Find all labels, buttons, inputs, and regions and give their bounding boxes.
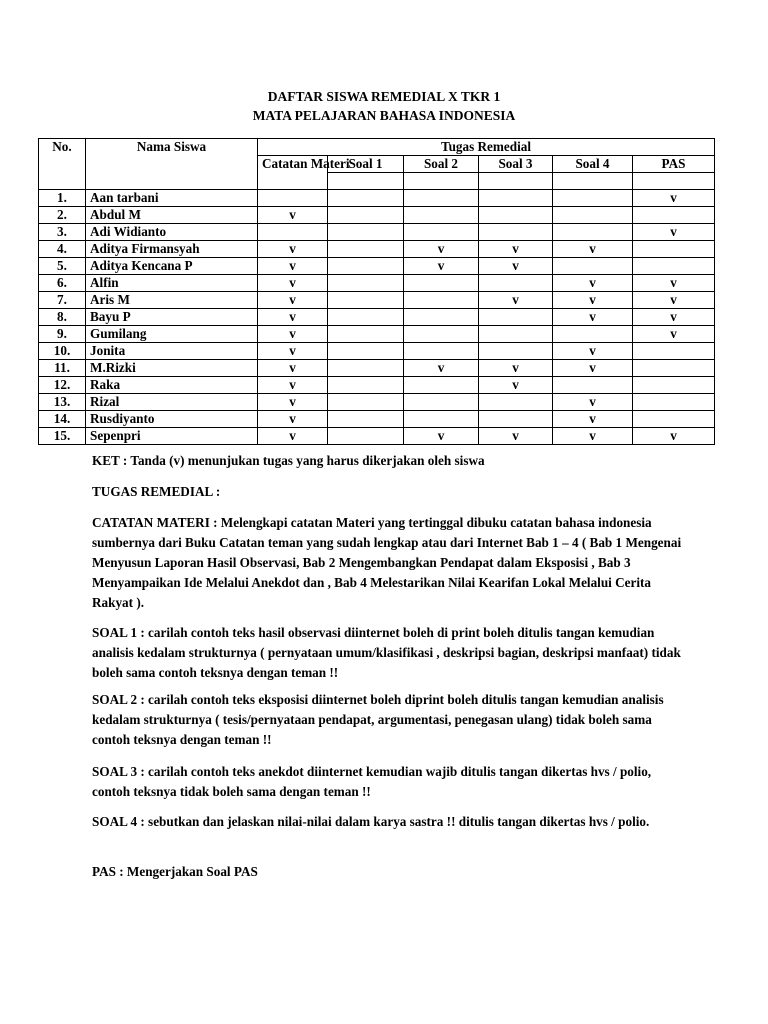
- task-mark-cell: v: [258, 275, 328, 292]
- task-mark-cell: [633, 258, 715, 275]
- table-row: [39, 394, 715, 411]
- row-number: 7.: [39, 292, 86, 309]
- instruction-soal-1: SOAL 1 : carilah contoh teks hasil observasi diinternet boleh di print boleh ditulis tangan kemudian analisis kedalam strukturnya ( pernyataan umum/klasifikasi , deskripsi bagian, deskripsi manfaat) tidak boleh sama contoh teksnya dengan teman !!: [92, 625, 681, 680]
- student-name: Abdul M: [86, 207, 258, 224]
- task-mark-cell: v: [258, 309, 328, 326]
- task-mark-cell: [404, 292, 479, 309]
- student-name: Gumilang: [86, 326, 258, 343]
- task-mark-cell: v: [633, 292, 715, 309]
- task-mark-cell: [479, 190, 553, 207]
- task-mark-cell: v: [258, 241, 328, 258]
- task-mark-cell: [633, 377, 715, 394]
- task-mark-cell: v: [404, 360, 479, 377]
- task-mark-cell: v: [553, 343, 633, 360]
- page-subtitle: MATA PELAJARAN BAHASA INDONESIA: [252, 108, 516, 123]
- row-number: 4.: [39, 241, 86, 258]
- student-name: Jonita: [86, 343, 258, 360]
- task-mark-cell: v: [258, 207, 328, 224]
- task-mark-cell: v: [258, 292, 328, 309]
- task-mark-cell: [633, 207, 715, 224]
- table-row: [39, 241, 715, 258]
- instruction-soal-3: SOAL 3 : carilah contoh teks anekdot diinternet kemudian wajib ditulis tangan dikertas hvs / polio, contoh teksnya tidak boleh sama dengan teman !!: [92, 764, 652, 799]
- task-mark-cell: [328, 326, 404, 343]
- task-mark-cell: [328, 377, 404, 394]
- task-mark-cell: [258, 190, 328, 207]
- task-mark-cell: v: [479, 241, 553, 258]
- task-mark-cell: v: [633, 190, 715, 207]
- column-header-soal-1: Soal 1: [328, 156, 404, 173]
- task-mark-cell: v: [633, 224, 715, 241]
- student-name: Rizal: [86, 394, 258, 411]
- table-row: [39, 207, 715, 224]
- task-mark-cell: [553, 224, 633, 241]
- task-mark-cell: [328, 309, 404, 326]
- task-mark-cell: [258, 224, 328, 241]
- task-mark-cell: v: [479, 360, 553, 377]
- task-mark-cell: [404, 309, 479, 326]
- task-mark-cell: [479, 224, 553, 241]
- header-spacer-cell: [633, 173, 715, 190]
- task-mark-cell: v: [258, 428, 328, 445]
- task-mark-cell: [404, 411, 479, 428]
- task-mark-cell: [633, 411, 715, 428]
- task-mark-cell: v: [553, 411, 633, 428]
- row-number: 1.: [39, 190, 86, 207]
- column-header-soal-4: Soal 4: [553, 156, 633, 173]
- table-row: [39, 411, 715, 428]
- task-mark-cell: [328, 241, 404, 258]
- task-mark-cell: v: [258, 343, 328, 360]
- student-name: Bayu P: [86, 309, 258, 326]
- task-mark-cell: [553, 207, 633, 224]
- task-mark-cell: v: [553, 292, 633, 309]
- task-mark-cell: v: [553, 360, 633, 377]
- row-number: 12.: [39, 377, 86, 394]
- table-row: [39, 343, 715, 360]
- column-header-soal-2: Soal 2: [404, 156, 479, 173]
- task-mark-cell: v: [258, 258, 328, 275]
- task-mark-cell: [404, 224, 479, 241]
- task-mark-cell: v: [553, 275, 633, 292]
- row-number: 13.: [39, 394, 86, 411]
- task-mark-cell: [479, 275, 553, 292]
- task-mark-cell: v: [258, 360, 328, 377]
- task-mark-cell: [633, 360, 715, 377]
- task-mark-cell: [633, 394, 715, 411]
- column-header-catatan-materi: Catatan Materi: [258, 156, 328, 190]
- task-mark-cell: [328, 394, 404, 411]
- task-mark-cell: [479, 309, 553, 326]
- task-mark-cell: v: [553, 241, 633, 258]
- column-header-no: No.: [39, 139, 86, 190]
- section-heading-tugas-remedial: TUGAS REMEDIAL :: [92, 484, 221, 499]
- task-mark-cell: [479, 207, 553, 224]
- task-mark-cell: [553, 377, 633, 394]
- task-mark-cell: v: [633, 275, 715, 292]
- task-mark-cell: v: [258, 377, 328, 394]
- column-header-pas: PAS: [633, 156, 715, 173]
- student-name: Aan tarbani: [86, 190, 258, 207]
- task-mark-cell: v: [479, 428, 553, 445]
- row-number: 3.: [39, 224, 86, 241]
- row-number: 15.: [39, 428, 86, 445]
- table-row: [39, 258, 715, 275]
- student-name: Raka: [86, 377, 258, 394]
- row-number: 6.: [39, 275, 86, 292]
- task-mark-cell: [553, 190, 633, 207]
- student-name: Aditya Firmansyah: [86, 241, 258, 258]
- task-mark-cell: v: [404, 241, 479, 258]
- task-mark-cell: [479, 394, 553, 411]
- task-mark-cell: v: [404, 258, 479, 275]
- task-mark-cell: [633, 343, 715, 360]
- task-mark-cell: [328, 360, 404, 377]
- task-mark-cell: [404, 207, 479, 224]
- task-mark-cell: [328, 224, 404, 241]
- page-title: DAFTAR SISWA REMEDIAL X TKR 1: [267, 89, 501, 104]
- row-number: 2.: [39, 207, 86, 224]
- student-name: Aditya Kencana P: [86, 258, 258, 275]
- header-spacer-cell: [553, 173, 633, 190]
- table-row: [39, 360, 715, 377]
- row-number: 9.: [39, 326, 86, 343]
- instruction-soal-4: SOAL 4 : sebutkan dan jelaskan nilai-nilai dalam karya sastra !! ditulis tangan dikertas hvs / polio.: [92, 814, 650, 829]
- task-mark-cell: [479, 411, 553, 428]
- task-mark-cell: [328, 275, 404, 292]
- row-number: 10.: [39, 343, 86, 360]
- student-name: Adi Widianto: [86, 224, 258, 241]
- column-header-soal-3: Soal 3: [479, 156, 553, 173]
- header-spacer-cell: [404, 173, 479, 190]
- task-mark-cell: [404, 343, 479, 360]
- table-row: [39, 275, 715, 292]
- student-name: Rusdiyanto: [86, 411, 258, 428]
- task-mark-cell: v: [553, 309, 633, 326]
- table-row: [39, 292, 715, 309]
- task-mark-cell: [633, 241, 715, 258]
- table-row: [39, 190, 715, 207]
- task-mark-cell: [404, 326, 479, 343]
- task-mark-cell: v: [479, 292, 553, 309]
- task-mark-cell: [553, 326, 633, 343]
- row-number: 5.: [39, 258, 86, 275]
- task-mark-cell: [404, 190, 479, 207]
- table-row: [39, 224, 715, 241]
- task-mark-cell: [479, 326, 553, 343]
- task-mark-cell: v: [633, 326, 715, 343]
- student-name: Aris M: [86, 292, 258, 309]
- task-mark-cell: [328, 411, 404, 428]
- task-mark-cell: [404, 394, 479, 411]
- task-mark-cell: v: [633, 428, 715, 445]
- table-header-row-group: [39, 139, 715, 156]
- instruction-pas: PAS : Mengerjakan Soal PAS: [92, 864, 258, 879]
- task-mark-cell: [328, 258, 404, 275]
- table-row: [39, 428, 715, 445]
- task-mark-cell: v: [258, 411, 328, 428]
- header-spacer-cell: [479, 173, 553, 190]
- task-mark-cell: v: [553, 428, 633, 445]
- task-mark-cell: [479, 343, 553, 360]
- row-number: 14.: [39, 411, 86, 428]
- row-number: 11.: [39, 360, 86, 377]
- remedial-student-table: [38, 138, 715, 445]
- task-mark-cell: v: [479, 258, 553, 275]
- table-body: [39, 190, 715, 445]
- task-mark-cell: [328, 428, 404, 445]
- row-number: 8.: [39, 309, 86, 326]
- task-mark-cell: [553, 258, 633, 275]
- instruction-soal-2: SOAL 2 : carilah contoh teks eksposisi diinternet boleh diprint boleh ditulis tangan kemudian analisis kedalam strukturnya ( tesis/pernyataan pendapat, argumentasi, penegasan ulang) tidak boleh sama contoh teksnya dengan teman !!: [92, 692, 664, 747]
- table-row: [39, 377, 715, 394]
- task-mark-cell: v: [479, 377, 553, 394]
- instruction-catatan-materi: CATATAN MATERI : Melengkapi catatan Materi yang tertinggal dibuku catatan bahasa indonesia sumbernya dari Buku Catatan teman yang sudah lengkap atau dari Internet Bab 1 – 4 ( Bab 1 Mengenai Menyusun Laporan Hasil Observasi, Bab 2 Mengembangkan Pendapat dalam Eksposisi , Bab 3 Menyampaikan Ide Melalui Anekdot dan , Bab 4 Melestarikan Nilai Kearifan Lokal Melalui Cerita Rakyat ).: [92, 515, 682, 610]
- header-spacer-cell: [328, 173, 404, 190]
- table-row: [39, 326, 715, 343]
- task-mark-cell: [328, 343, 404, 360]
- task-mark-cell: v: [258, 326, 328, 343]
- student-name: Alfin: [86, 275, 258, 292]
- task-mark-cell: v: [404, 428, 479, 445]
- task-mark-cell: v: [258, 394, 328, 411]
- task-mark-cell: [404, 275, 479, 292]
- column-group-tugas-remedial: Tugas Remedial: [258, 139, 715, 156]
- task-mark-cell: [404, 377, 479, 394]
- task-mark-cell: v: [553, 394, 633, 411]
- legend-note: KET : Tanda (v) menunjukan tugas yang harus dikerjakan oleh siswa: [92, 453, 485, 468]
- task-mark-cell: [328, 292, 404, 309]
- column-header-nama-siswa: Nama Siswa: [86, 139, 258, 190]
- task-mark-cell: v: [633, 309, 715, 326]
- task-mark-cell: [328, 190, 404, 207]
- student-name: M.Rizki: [86, 360, 258, 377]
- table-row: [39, 309, 715, 326]
- student-name: Sepenpri: [86, 428, 258, 445]
- task-mark-cell: [328, 207, 404, 224]
